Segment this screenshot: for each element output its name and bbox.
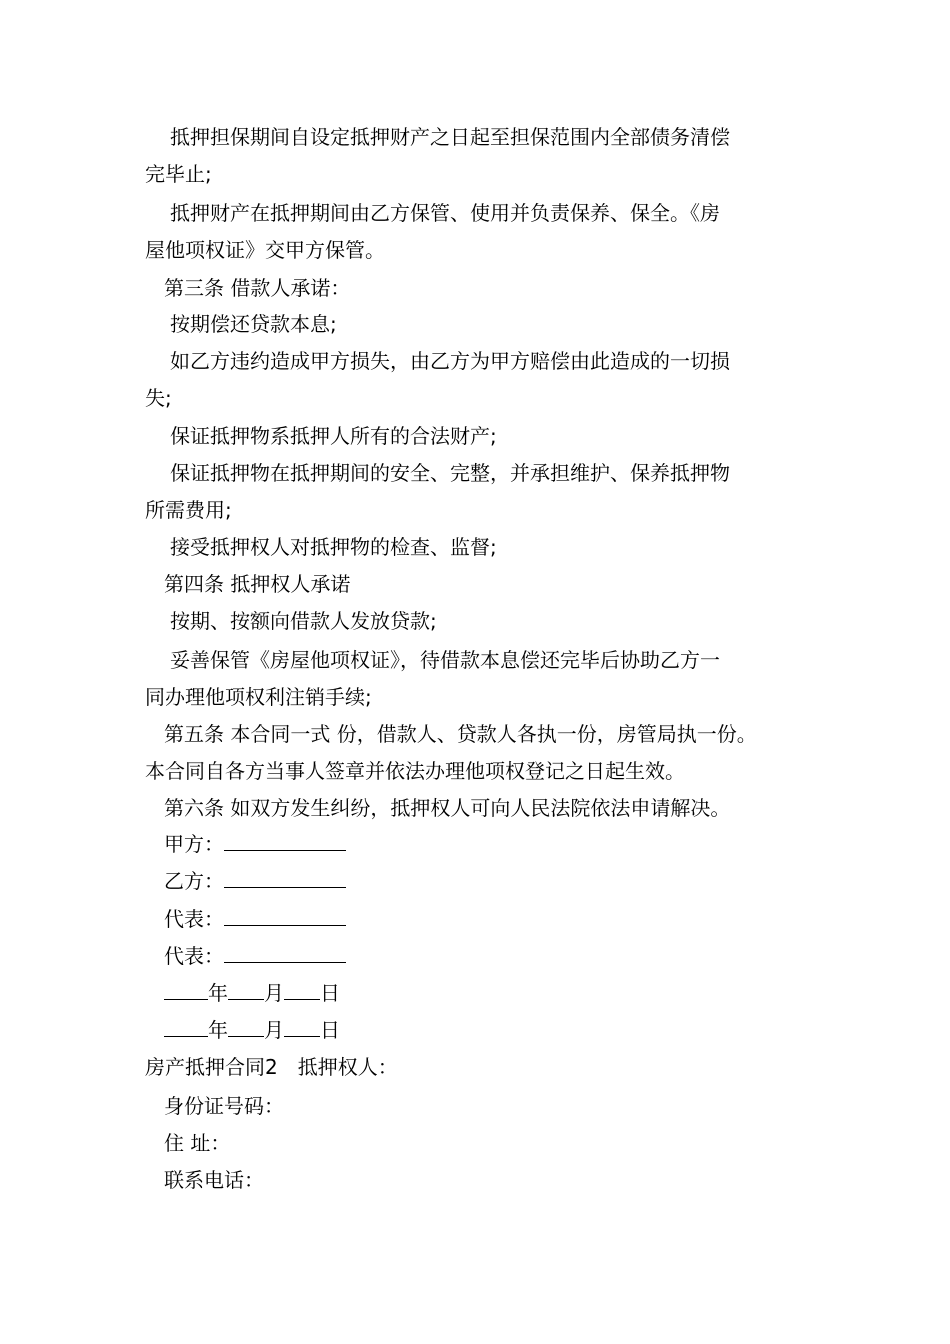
year-blank: [164, 1018, 208, 1037]
body-line: 保证抵押物系抵押人所有的合法财产;: [170, 424, 497, 448]
article-heading: 第三条 借款人承诺：: [164, 276, 351, 300]
body-line: 同办理他项权利注销手续;: [145, 685, 372, 709]
body-line: 接受抵押权人对抵押物的检查、监督;: [170, 535, 497, 559]
phone-label: 联系电话：: [164, 1168, 264, 1192]
day-blank: [284, 981, 320, 1000]
month-label: 月: [264, 1018, 284, 1042]
party-b-signature: [0, 869, 950, 893]
body-line: 屋他项权证》交甲方保管。: [145, 238, 385, 262]
body-line: 抵押财产在抵押期间由乙方保管、使用并负责保养、保全。《房: [170, 201, 720, 225]
representative-blank: [224, 944, 346, 963]
month-label: 月: [264, 981, 284, 1005]
body-line: 本合同自各方当事人签章并依法办理他项权登记之日起生效。: [145, 759, 685, 783]
month-blank: [228, 1018, 264, 1037]
body-line: 抵押担保期间自设定抵押财产之日起至担保范围内全部债务清偿: [170, 125, 730, 149]
party-a-label: 甲方：: [164, 832, 224, 856]
day-label: 日: [320, 981, 340, 1005]
date-line: [0, 1018, 950, 1042]
party-a-signature: [0, 832, 950, 856]
month-blank: [228, 981, 264, 1000]
year-label: 年: [208, 981, 228, 1005]
representative-label: 代表：: [164, 907, 224, 931]
party-b-blank: [224, 869, 346, 888]
date-line: [0, 981, 950, 1005]
body-line: 所需费用;: [145, 498, 232, 522]
body-line: 失;: [145, 386, 172, 410]
year-label: 年: [208, 1018, 228, 1042]
body-line: 妥善保管《房屋他项权证》，待借款本息偿还完毕后协助乙方一: [170, 648, 720, 672]
year-blank: [164, 981, 208, 1000]
body-line: 保证抵押物在抵押期间的安全、完整，并承担维护、保养抵押物: [170, 461, 730, 485]
representative-signature: [0, 944, 950, 968]
party-b-label: 乙方：: [164, 869, 224, 893]
body-line: 按期、按额向借款人发放贷款;: [170, 609, 437, 633]
article-heading: 第五条 本合同一式 份，借款人、贷款人各执一份，房管局执一份。: [164, 722, 757, 746]
id-number-label: 身份证号码：: [164, 1094, 284, 1118]
representative-label: 代表：: [164, 944, 224, 968]
contract-2-heading: 房产抵押合同2 抵押权人：: [145, 1055, 398, 1079]
day-label: 日: [320, 1018, 340, 1042]
body-line: 按期偿还贷款本息;: [170, 312, 337, 336]
representative-blank: [224, 907, 346, 926]
party-a-blank: [224, 832, 346, 851]
article-heading: 第六条 如双方发生纠纷，抵押权人可向人民法院依法申请解决。: [164, 796, 731, 820]
day-blank: [284, 1018, 320, 1037]
body-line: 完毕止;: [145, 162, 212, 186]
representative-signature: [0, 907, 950, 931]
article-heading: 第四条 抵押权人承诺: [164, 572, 351, 596]
body-line: 如乙方违约造成甲方损失，由乙方为甲方赔偿由此造成的一切损: [170, 349, 730, 373]
address-label: 住 址：: [164, 1131, 231, 1155]
